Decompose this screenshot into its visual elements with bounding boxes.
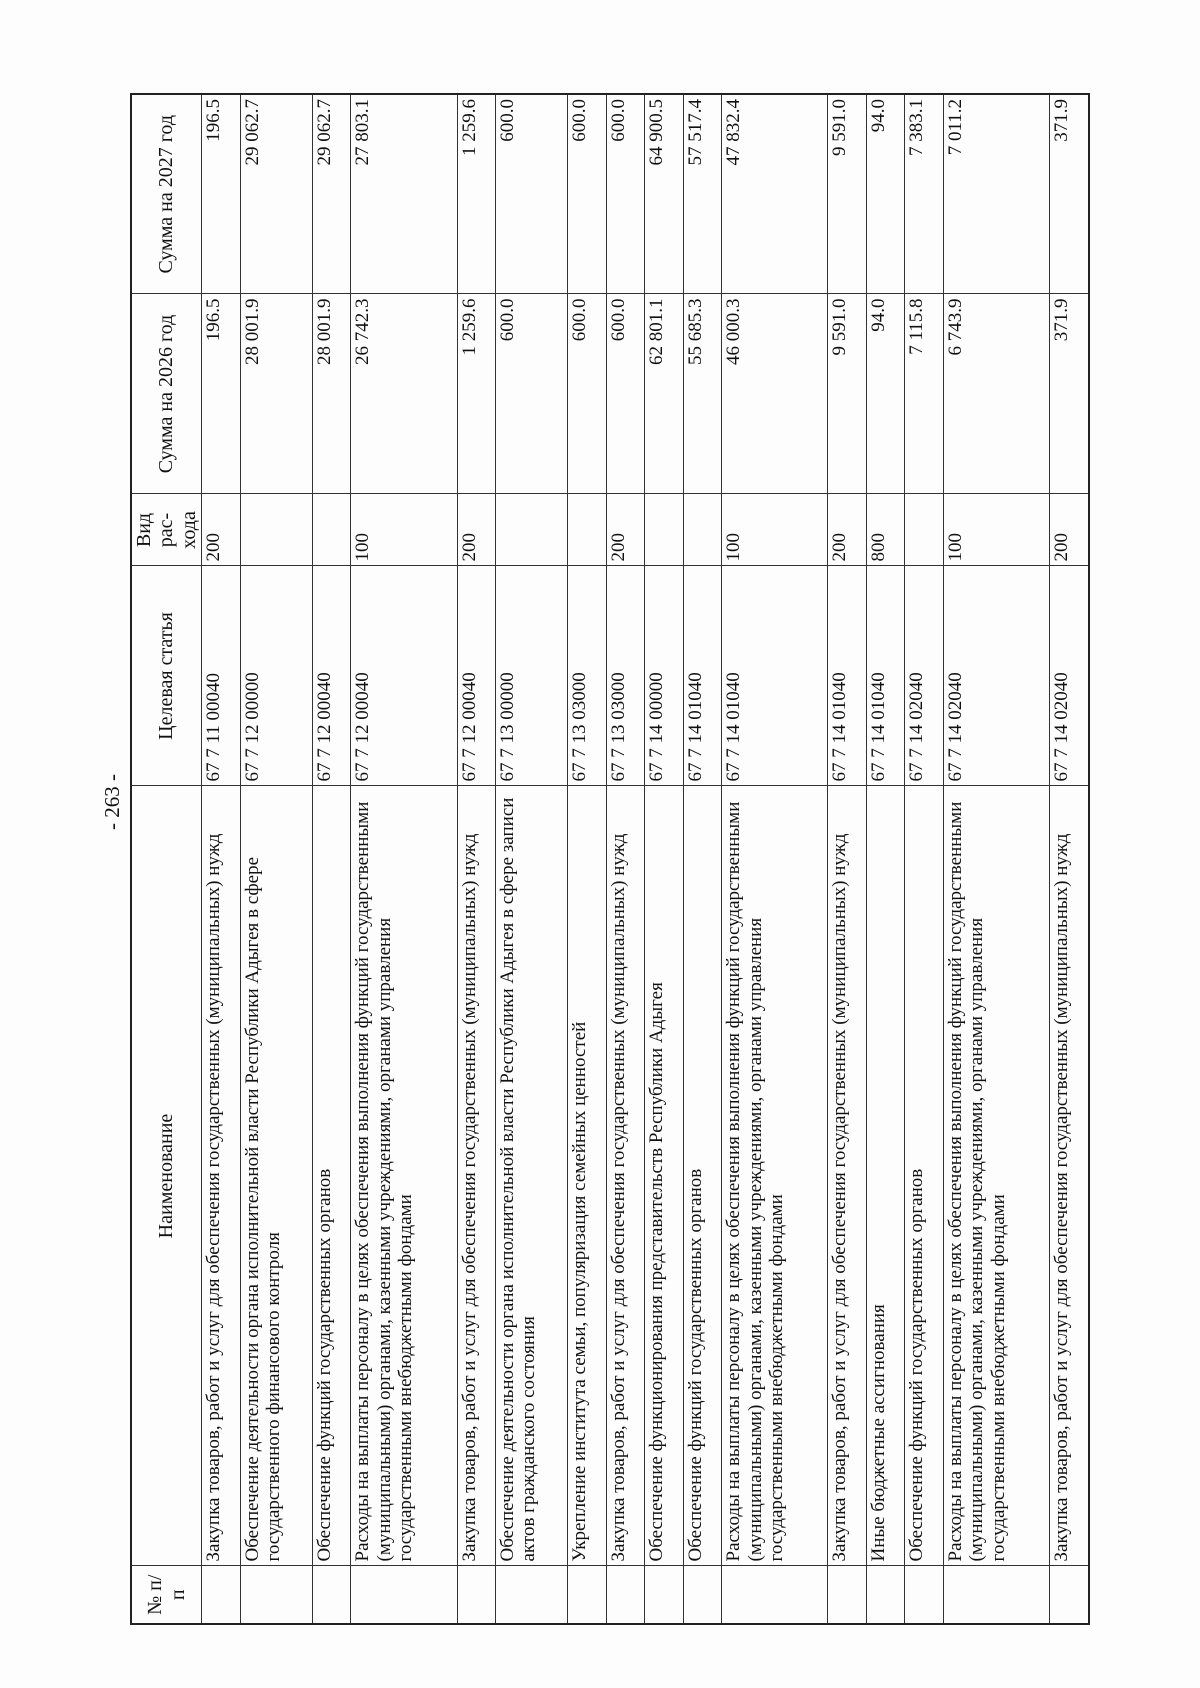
cell-kind: 200 [457,494,496,566]
cell-name: Закупка товаров, работ и услуг для обеспечения государственных (муниципальных) нужд [828,786,867,1566]
cell-sum-2027: 9 591.0 [828,94,867,294]
cell-sum-2027: 64 900.5 [645,94,684,294]
header-kind: Вид рас-хода [131,494,202,566]
cell-code: 67 7 14 01040 [828,566,867,786]
cell-kind [312,494,351,566]
cell-sum-2027: 600.0 [496,94,568,294]
cell-name: Расходы на выплаты персоналу в целях обеспечения выполнения функций государственными (муниципальными) органами, казенными учреждениями, органами управления государственными внебюджетными фондами [351,786,457,1566]
cell-kind: 200 [1050,494,1089,566]
page-number: - 263 - [100,774,124,830]
cell-name: Обеспечение деятельности органа исполнительной власти Республики Адыгея в сфере государственного финансового контроля [240,786,312,1566]
cell-kind: 100 [943,494,1049,566]
table-row [828,94,867,1624]
cell-kind: 100 [351,494,457,566]
cell-code: 67 7 11 00040 [202,566,241,786]
table-row [202,94,241,1624]
budget-table [130,93,1090,1625]
cell-sum-2026: 600.0 [496,294,568,494]
cell-kind [568,494,607,566]
cell-sum-2027: 29 062.7 [312,94,351,294]
cell-kind [905,494,944,566]
cell-kind [240,494,312,566]
header-name: Наименование [131,786,202,1566]
cell-kind [683,494,722,566]
table-row [457,94,496,1624]
cell-sum-2026: 600.0 [568,294,607,494]
cell-sum-2027: 600.0 [606,94,645,294]
cell-no [645,1566,684,1624]
table-row [496,94,568,1624]
cell-kind: 100 [722,494,828,566]
cell-sum-2027: 371.9 [1050,94,1089,294]
budget-table-container [130,95,1090,1625]
cell-kind [645,494,684,566]
cell-no [905,1566,944,1624]
table-header-row [131,94,202,1624]
cell-no [683,1566,722,1624]
cell-no [202,1566,241,1624]
cell-sum-2026: 94.0 [866,294,905,494]
cell-name: Укрепление института семьи, популяризация семейных ценностей [568,786,607,1566]
cell-sum-2027: 196.5 [202,94,241,294]
cell-sum-2026: 9 591.0 [828,294,867,494]
table-row [905,94,944,1624]
cell-no [496,1566,568,1624]
cell-sum-2026: 1 259.6 [457,294,496,494]
cell-sum-2027: 47 832.4 [722,94,828,294]
cell-code: 67 7 14 02040 [1050,566,1089,786]
cell-name: Обеспечение деятельности органа исполнительной власти Республики Адыгея в сфере записи актов гражданского состояния [496,786,568,1566]
cell-code: 67 7 12 00040 [351,566,457,786]
cell-code: 67 7 12 00040 [312,566,351,786]
cell-name: Расходы на выплаты персоналу в целях обеспечения выполнения функций государственными (муниципальными) органами, казенными учреждениями, органами управления государственными внебюджетными фондами [722,786,828,1566]
cell-kind: 200 [606,494,645,566]
cell-name: Иные бюджетные ассигнования [866,786,905,1566]
table-row [866,94,905,1624]
cell-name: Обеспечение функций государственных органов [312,786,351,1566]
cell-sum-2026: 46 000.3 [722,294,828,494]
cell-no [312,1566,351,1624]
table-row [568,94,607,1624]
cell-sum-2026: 62 801.1 [645,294,684,494]
table-body [202,94,1089,1624]
cell-code: 67 7 13 03000 [568,566,607,786]
cell-sum-2026: 371.9 [1050,294,1089,494]
table-row [943,94,1049,1624]
header-sum-2026: Сумма на 2026 год [131,294,202,494]
table-row [645,94,684,1624]
header-sum-2027: Сумма на 2027 год [131,94,202,294]
cell-name: Закупка товаров, работ и услуг для обеспечения государственных (муниципальных) нужд [202,786,241,1566]
cell-sum-2027: 27 803.1 [351,94,457,294]
cell-name: Закупка товаров, работ и услуг для обеспечения государственных (муниципальных) нужд [1050,786,1089,1566]
cell-sum-2026: 600.0 [606,294,645,494]
cell-no [828,1566,867,1624]
table-row [1050,94,1089,1624]
cell-code: 67 7 12 00040 [457,566,496,786]
cell-sum-2027: 57 517.4 [683,94,722,294]
cell-sum-2027: 29 062.7 [240,94,312,294]
cell-sum-2026: 28 001.9 [240,294,312,494]
cell-name: Обеспечение функционирования представительств Республики Адыгея [645,786,684,1566]
cell-no [457,1566,496,1624]
cell-code: 67 7 14 01040 [683,566,722,786]
cell-no [568,1566,607,1624]
table-row [683,94,722,1624]
cell-no [606,1566,645,1624]
cell-kind [496,494,568,566]
cell-sum-2027: 7 011.2 [943,94,1049,294]
cell-sum-2026: 55 685.3 [683,294,722,494]
cell-no [240,1566,312,1624]
cell-code: 67 7 14 02040 [943,566,1049,786]
cell-no [1050,1566,1089,1624]
header-code: Целевая статья [131,566,202,786]
header-no: № п/п [131,1566,202,1624]
cell-no [866,1566,905,1624]
cell-sum-2027: 7 383.1 [905,94,944,294]
cell-code: 67 7 12 00000 [240,566,312,786]
cell-sum-2026: 6 743.9 [943,294,1049,494]
cell-name: Закупка товаров, работ и услуг для обеспечения государственных (муниципальных) нужд [457,786,496,1566]
cell-no [722,1566,828,1624]
cell-code: 67 7 14 01040 [722,566,828,786]
cell-sum-2027: 94.0 [866,94,905,294]
cell-sum-2027: 600.0 [568,94,607,294]
cell-kind: 800 [866,494,905,566]
cell-code: 67 7 14 00000 [645,566,684,786]
table-row [722,94,828,1624]
table-row [606,94,645,1624]
cell-kind: 200 [202,494,241,566]
cell-name: Обеспечение функций государственных органов [683,786,722,1566]
cell-sum-2026: 28 001.9 [312,294,351,494]
cell-sum-2027: 1 259.6 [457,94,496,294]
cell-name: Обеспечение функций государственных органов [905,786,944,1566]
table-row [351,94,457,1624]
cell-no [351,1566,457,1624]
cell-kind: 200 [828,494,867,566]
cell-code: 67 7 13 00000 [496,566,568,786]
cell-code: 67 7 14 01040 [866,566,905,786]
cell-code: 67 7 14 02040 [905,566,944,786]
cell-sum-2026: 196.5 [202,294,241,494]
cell-code: 67 7 13 03000 [606,566,645,786]
cell-no [943,1566,1049,1624]
cell-name: Расходы на выплаты персоналу в целях обеспечения выполнения функций государственными (муниципальными) органами, казенными учреждениями, органами управления государственными внебюджетными фондами [943,786,1049,1566]
cell-name: Закупка товаров, работ и услуг для обеспечения государственных (муниципальных) нужд [606,786,645,1566]
cell-sum-2026: 26 742.3 [351,294,457,494]
cell-sum-2026: 7 115.8 [905,294,944,494]
table-row [312,94,351,1624]
table-row [240,94,312,1624]
